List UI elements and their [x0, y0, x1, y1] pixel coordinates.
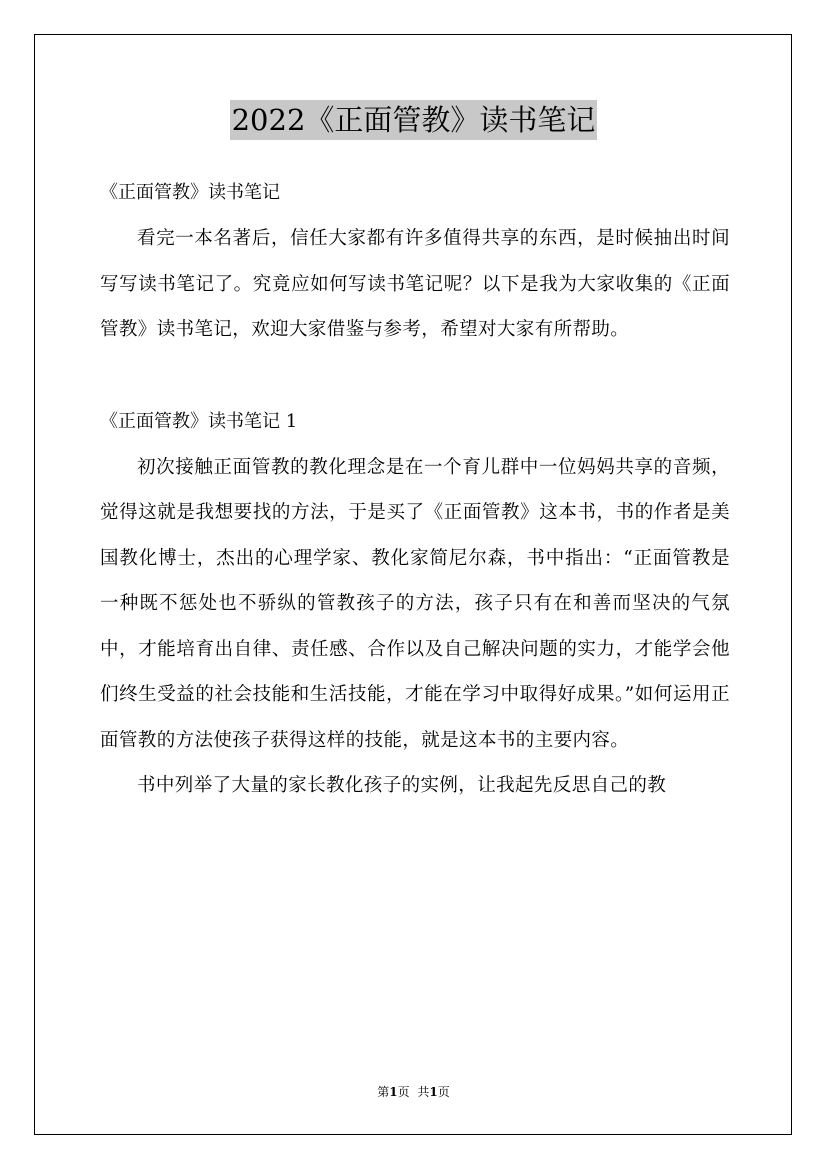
footer-page-suffix: 页 [397, 1085, 410, 1099]
title-container [0, 100, 827, 140]
section1-paragraph-1: 初次接触正面管教的教化理念是在一个育儿群中一位妈妈共享的音频，觉得这就是我想要找的方法，于是买了《正面管教》这本书，书的作者是美国教化博士，杰出的心理学家、教化家简尼尔森，书中指出：“正面管教是一种既不惩处也不骄纵的管教孩子的方法，孩子只有在和善而坚决的气氛中，才能培育出自律、责任感、合作以及自己解决问题的实力，才能学会他们终生受益的社会技能和生活技能，才能在学习中取得好成果。”如何运用正面管教的方法使孩子获得这样的技能，就是这本书的主要内容。 [100, 456, 730, 751]
intro-heading: 《正面管教》读书笔记 [100, 182, 280, 203]
page-footer [0, 1084, 827, 1100]
footer-page-number: 1 [389, 1085, 398, 1099]
footer-page-prefix: 第 [377, 1085, 390, 1099]
section1-heading: 《正面管教》读书笔记 1 [100, 410, 298, 432]
section-spacer [100, 353, 730, 399]
footer-total-suffix: 页 [437, 1085, 450, 1099]
footer-total-prefix: 共 [417, 1085, 430, 1099]
document-title: 2022《正面管教》读书笔记 [230, 100, 598, 140]
section1-paragraph-2: 书中列举了大量的家长教化孩子的实例，让我起先反思自己的教 [137, 775, 667, 796]
intro-paragraph: 看完一本名著后，信任大家都有许多值得共享的东西，是时候抽出时间写写读书笔记了。究竟应如何写读书笔记呢？以下是我为大家收集的《正面管教》读书笔记，欢迎大家借鉴与参考，希望对大家有所帮助。 [100, 228, 730, 340]
footer-total-number: 1 [429, 1085, 438, 1099]
document-body [100, 170, 730, 809]
